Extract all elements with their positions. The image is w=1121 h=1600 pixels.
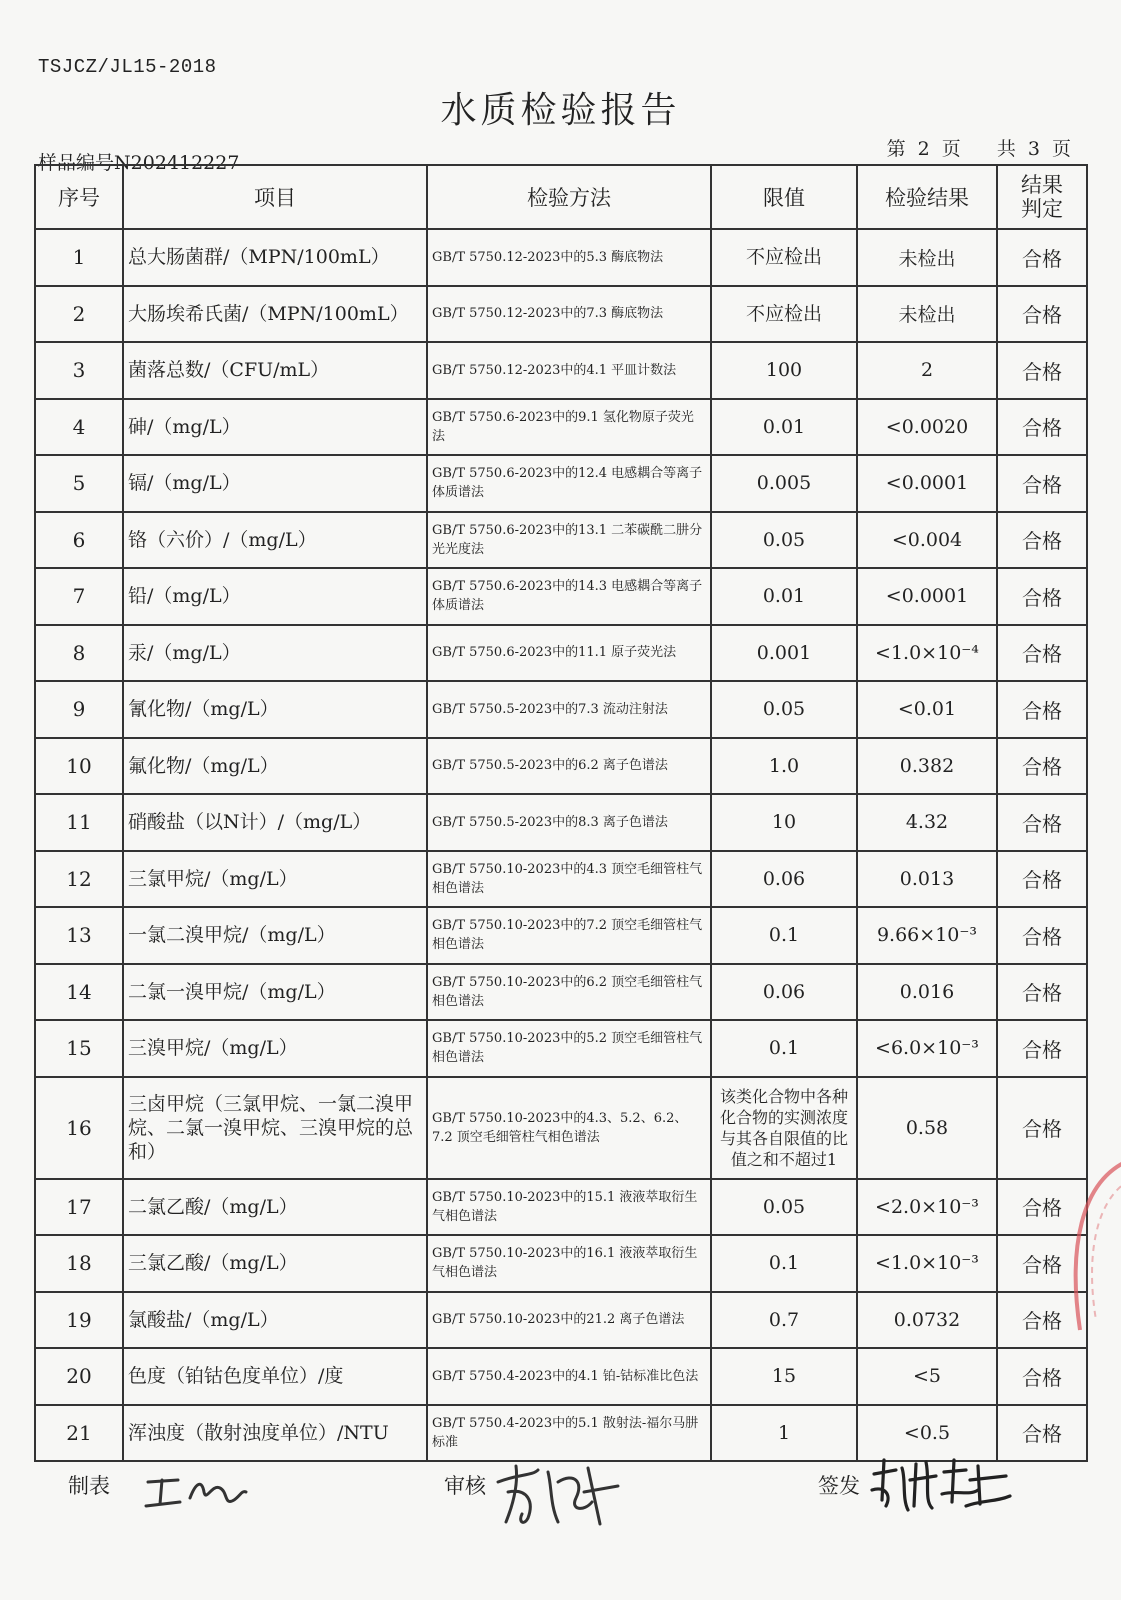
test-item: 砷/（mg/L） — [123, 399, 427, 456]
limit-value: 不应检出 — [711, 286, 857, 343]
table-row — [35, 229, 1087, 286]
row-number: 21 — [35, 1405, 123, 1462]
test-method: GB/T 5750.5-2023中的6.2 离子色谱法 — [427, 738, 711, 795]
test-item: 一氯二溴甲烷/（mg/L） — [123, 907, 427, 964]
table-row — [35, 851, 1087, 908]
test-result: 未检出 — [857, 286, 997, 343]
test-result: <0.0020 — [857, 399, 997, 456]
row-number: 17 — [35, 1179, 123, 1236]
row-number: 1 — [35, 229, 123, 286]
table-row — [35, 794, 1087, 851]
col-header-method: 检验方法 — [427, 165, 711, 229]
test-method: GB/T 5750.10-2023中的21.2 离子色谱法 — [427, 1292, 711, 1349]
table-row — [35, 399, 1087, 456]
judgement: 合格 — [997, 851, 1087, 908]
test-item: 三氯甲烷/（mg/L） — [123, 851, 427, 908]
table-row — [35, 455, 1087, 512]
limit-value: 0.01 — [711, 568, 857, 625]
row-number: 5 — [35, 455, 123, 512]
col-header-no: 序号 — [35, 165, 123, 229]
test-item: 二氯一溴甲烷/（mg/L） — [123, 964, 427, 1021]
test-result: 未检出 — [857, 229, 997, 286]
footer-review — [444, 1470, 486, 1500]
col-header-item: 项目 — [123, 165, 427, 229]
test-item: 氟化物/（mg/L） — [123, 738, 427, 795]
judgement: 合格 — [997, 455, 1087, 512]
test-item: 菌落总数/（CFU/mL） — [123, 342, 427, 399]
limit-value: 0.06 — [711, 851, 857, 908]
test-result: <0.0001 — [857, 568, 997, 625]
judgement: 合格 — [997, 964, 1087, 1021]
judgement: 合格 — [997, 286, 1087, 343]
table-row — [35, 964, 1087, 1021]
judgement: 合格 — [997, 907, 1087, 964]
judgement: 合格 — [997, 625, 1087, 682]
row-number: 7 — [35, 568, 123, 625]
sample-label: 样品编号 — [38, 152, 115, 174]
row-number: 4 — [35, 399, 123, 456]
issue-label: 签发 — [818, 1474, 860, 1498]
table-row — [35, 1020, 1087, 1077]
test-result: 0.016 — [857, 964, 997, 1021]
test-result: 4.32 — [857, 794, 997, 851]
row-number: 8 — [35, 625, 123, 682]
judgement: 合格 — [997, 1348, 1087, 1405]
test-result: <0.5 — [857, 1405, 997, 1462]
limit-value: 不应检出 — [711, 229, 857, 286]
test-method: GB/T 5750.4-2023中的4.1 铂-钴标准比色法 — [427, 1348, 711, 1405]
test-method: GB/T 5750.5-2023中的8.3 离子色谱法 — [427, 794, 711, 851]
test-method: GB/T 5750.6-2023中的11.1 原子荧光法 — [427, 625, 711, 682]
col-header-judge — [997, 165, 1087, 229]
judgement: 合格 — [997, 229, 1087, 286]
judgement: 合格 — [997, 738, 1087, 795]
sample-value: N202412227 — [114, 152, 240, 174]
limit-value: 该类化合物中各种化合物的实测浓度与其各自限值的比值之和不超过1 — [711, 1077, 857, 1179]
issue-signature — [866, 1450, 1016, 1524]
limit-value: 0.1 — [711, 1235, 857, 1292]
test-result: 0.0732 — [857, 1292, 997, 1349]
test-item: 镉/（mg/L） — [123, 455, 427, 512]
document-code: TSJCZ/JL15-2018 — [38, 56, 217, 78]
judgement: 合格 — [997, 794, 1087, 851]
judgement: 合格 — [997, 512, 1087, 569]
page-total: 3 — [1027, 138, 1040, 160]
table-row — [35, 1348, 1087, 1405]
page-suffix: 页 — [1051, 138, 1071, 160]
test-item: 二氯乙酸/（mg/L） — [123, 1179, 427, 1236]
table-row — [35, 1235, 1087, 1292]
limit-value: 0.7 — [711, 1292, 857, 1349]
test-method: GB/T 5750.12-2023中的4.1 平皿计数法 — [427, 342, 711, 399]
limit-value: 15 — [711, 1348, 857, 1405]
page-indicator — [881, 134, 1077, 161]
test-result: <0.004 — [857, 512, 997, 569]
test-method: GB/T 5750.6-2023中的14.3 电感耦合等离子体质谱法 — [427, 568, 711, 625]
test-result: <2.0×10⁻³ — [857, 1179, 997, 1236]
test-method: GB/T 5750.10-2023中的4.3 顶空毛细管柱气相色谱法 — [427, 851, 711, 908]
test-result: 0.382 — [857, 738, 997, 795]
test-method: GB/T 5750.12-2023中的7.3 酶底物法 — [427, 286, 711, 343]
test-item: 总大肠菌群/（MPN/100mL） — [123, 229, 427, 286]
test-result: <6.0×10⁻³ — [857, 1020, 997, 1077]
judge-header-line2: 判定 — [1021, 197, 1063, 221]
test-item: 氰化物/（mg/L） — [123, 681, 427, 738]
judgement: 合格 — [997, 399, 1087, 456]
table-row — [35, 738, 1087, 795]
row-number: 15 — [35, 1020, 123, 1077]
page-prefix: 第 — [886, 138, 906, 160]
table-row — [35, 625, 1087, 682]
row-number: 19 — [35, 1292, 123, 1349]
limit-value: 0.05 — [711, 1179, 857, 1236]
test-result: <0.01 — [857, 681, 997, 738]
test-item: 硝酸盐（以N计）/（mg/L） — [123, 794, 427, 851]
review-signature — [488, 1452, 628, 1536]
row-number: 9 — [35, 681, 123, 738]
red-seal-stamp — [1060, 1150, 1121, 1354]
footer-issue — [818, 1470, 860, 1500]
limit-value: 100 — [711, 342, 857, 399]
limit-value: 1.0 — [711, 738, 857, 795]
row-number: 2 — [35, 286, 123, 343]
test-result: 0.58 — [857, 1077, 997, 1179]
test-result: <0.0001 — [857, 455, 997, 512]
test-method: GB/T 5750.10-2023中的6.2 顶空毛细管柱气相色谱法 — [427, 964, 711, 1021]
table-row — [35, 681, 1087, 738]
limit-value: 0.001 — [711, 625, 857, 682]
test-item: 大肠埃希氏菌/（MPN/100mL） — [123, 286, 427, 343]
test-method: GB/T 5750.5-2023中的7.3 流动注射法 — [427, 681, 711, 738]
prepared-label: 制表 — [68, 1474, 110, 1498]
table-row — [35, 1077, 1087, 1179]
table-row — [35, 512, 1087, 569]
row-number: 14 — [35, 964, 123, 1021]
judgement: 合格 — [997, 568, 1087, 625]
test-method: GB/T 5750.10-2023中的16.1 液液萃取衍生气相色谱法 — [427, 1235, 711, 1292]
test-method: GB/T 5750.10-2023中的15.1 液液萃取衍生气相色谱法 — [427, 1179, 711, 1236]
judgement: 合格 — [997, 1179, 1087, 1236]
test-method: GB/T 5750.10-2023中的5.2 顶空毛细管柱气相色谱法 — [427, 1020, 711, 1077]
test-method: GB/T 5750.10-2023中的7.2 顶空毛细管柱气相色谱法 — [427, 907, 711, 964]
col-header-result: 检验结果 — [857, 165, 997, 229]
judgement: 合格 — [997, 1405, 1087, 1462]
test-method: GB/T 5750.6-2023中的13.1 二苯碳酰二肼分光光度法 — [427, 512, 711, 569]
row-number: 3 — [35, 342, 123, 399]
test-item: 三卤甲烷（三氯甲烷、一氯二溴甲烷、二氯一溴甲烷、三溴甲烷的总和） — [123, 1077, 427, 1179]
judgement: 合格 — [997, 1077, 1087, 1179]
test-result: 9.66×10⁻³ — [857, 907, 997, 964]
limit-value: 1 — [711, 1405, 857, 1462]
review-label: 审核 — [444, 1474, 486, 1498]
test-result: 0.013 — [857, 851, 997, 908]
test-result: 2 — [857, 342, 997, 399]
limit-value: 0.005 — [711, 455, 857, 512]
test-item: 三氯乙酸/（mg/L） — [123, 1235, 427, 1292]
test-item: 色度（铂钴色度单位）/度 — [123, 1348, 427, 1405]
test-item: 汞/（mg/L） — [123, 625, 427, 682]
row-number: 10 — [35, 738, 123, 795]
row-number: 6 — [35, 512, 123, 569]
row-number: 16 — [35, 1077, 123, 1179]
test-method: GB/T 5750.12-2023中的5.3 酶底物法 — [427, 229, 711, 286]
test-item: 浑浊度（散射浊度单位）/NTU — [123, 1405, 427, 1462]
limit-value: 0.1 — [711, 907, 857, 964]
table-row — [35, 286, 1087, 343]
test-method: GB/T 5750.4-2023中的5.1 散射法-福尔马肼标准 — [427, 1405, 711, 1462]
test-item: 铅/（mg/L） — [123, 568, 427, 625]
test-method: GB/T 5750.10-2023中的4.3、5.2、6.2、7.2 顶空毛细管柱气相色谱法 — [427, 1077, 711, 1179]
row-number: 20 — [35, 1348, 123, 1405]
test-method: GB/T 5750.6-2023中的12.4 电感耦合等离子体质谱法 — [427, 455, 711, 512]
row-number: 12 — [35, 851, 123, 908]
footer-prepared — [68, 1470, 110, 1500]
test-result: <5 — [857, 1348, 997, 1405]
table-row — [35, 342, 1087, 399]
row-number: 13 — [35, 907, 123, 964]
row-number: 11 — [35, 794, 123, 851]
page-current: 2 — [917, 138, 930, 160]
limit-value: 0.06 — [711, 964, 857, 1021]
test-item: 氯酸盐/（mg/L） — [123, 1292, 427, 1349]
page-mid: 页 共 — [941, 138, 1016, 160]
table-header-row — [35, 165, 1087, 229]
judgement: 合格 — [997, 1235, 1087, 1292]
judgement: 合格 — [997, 681, 1087, 738]
test-result: <1.0×10⁻⁴ — [857, 625, 997, 682]
table-row — [35, 568, 1087, 625]
judge-header-line1: 结果 — [1021, 173, 1063, 197]
test-item: 铬（六价）/（mg/L） — [123, 512, 427, 569]
judgement: 合格 — [997, 1020, 1087, 1077]
judgement: 合格 — [997, 342, 1087, 399]
judgement: 合格 — [997, 1292, 1087, 1349]
limit-value: 0.05 — [711, 512, 857, 569]
test-method: GB/T 5750.6-2023中的9.1 氢化物原子荧光法 — [427, 399, 711, 456]
limit-value: 10 — [711, 794, 857, 851]
limit-value: 0.01 — [711, 399, 857, 456]
report-title: 水质检验报告 — [440, 90, 681, 131]
test-item: 三溴甲烷/（mg/L） — [123, 1020, 427, 1077]
prepared-signature — [140, 1462, 250, 1516]
results-table — [34, 164, 1088, 1462]
table-row — [35, 1292, 1087, 1349]
table-row — [35, 907, 1087, 964]
col-header-limit: 限值 — [711, 165, 857, 229]
row-number: 18 — [35, 1235, 123, 1292]
test-result: <1.0×10⁻³ — [857, 1235, 997, 1292]
limit-value: 0.1 — [711, 1020, 857, 1077]
limit-value: 0.05 — [711, 681, 857, 738]
table-row — [35, 1179, 1087, 1236]
